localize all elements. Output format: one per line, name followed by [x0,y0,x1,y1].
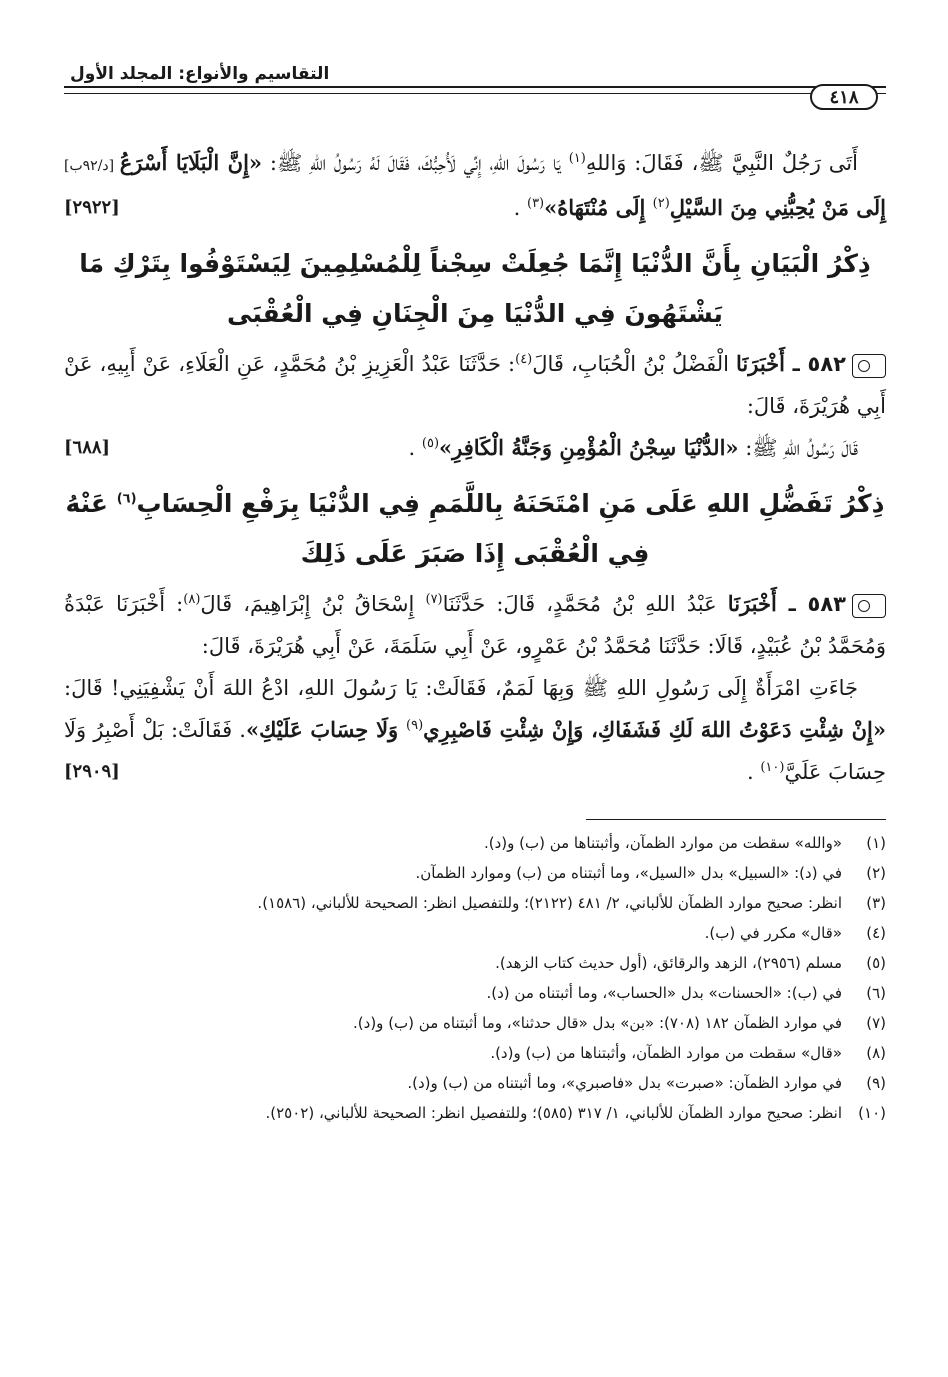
h583-isnad-2: إِسْحَاقُ بْنُ إِبْرَاهِيمَ، قَالَ [200,592,426,616]
footnote-number: (١) [866,834,886,852]
footnote-number: (١٠) [858,1104,886,1122]
page-number: ٤١٨ [810,84,878,110]
footnote-text: «والله» سقطت من موارد الظمآن، وأثبتناها من (ب) و(د). [483,834,842,852]
footnote-ref-9[interactable]: (٩) [406,718,424,733]
footnote-number: (٢) [866,864,886,882]
h583-akhbarana: أَخْبَرَنَا [727,591,789,616]
footnote-text: انظر: صحيح موارد الظمآن للألباني، ٢/ ٤٨١ (٢١٢٢)؛ وللتفصيل انظر: الصحيحة للألباني، (١٥٨٦). [257,894,842,912]
hadith-number-582: ٥٨٢ ـ [792,352,846,376]
paragraph-1 [64,142,886,229]
h583-matn-3: وَلَا حِسَابَ عَلَيْكِ» [245,717,406,742]
footnote-text: في (د): «السبيل» بدل «السيل»، وما أثبتناه من (ب) وموارد الظمآن. [415,864,842,882]
footnotes [64,828,886,1128]
footnote-number: (٥) [866,954,886,972]
footnote [64,1038,886,1068]
footnote-number: (٦) [866,984,886,1002]
footnote-text: «قال» سقطت من موارد الظمآن، وأثبتناها من (ب) و(د). [490,1044,842,1062]
heading-2-text-1: ذِكْرُ تَفَضُّلِ اللهِ عَلَى مَنِ امْتَحَنَهُ بِاللَّمَمِ فِي الدُّنْيَا بِرَفْعِ الْحِسَابِ [136,489,885,518]
p1-text-2: يَا رَسُولَ اللهِ، إِنِّي لَأُحِبُّكَ، فَقَالَ لَهُ [369,151,569,175]
footnote-text: في (ب): «الحسنات» بدل «الحساب»، وما أثبتناه من (د). [486,984,842,1002]
manuscript-marker: [د/٩٢ب] [64,158,120,174]
footnote-ref-6[interactable]: (٦) [116,491,137,507]
hadith-marker-icon [852,354,886,378]
chapter-heading-2 [64,479,886,579]
hadith-reference-688: [٦٨٨] [64,437,111,458]
p1-hadith-text-1: «إِنَّ الْبَلَايَا أَسْرَعُ [119,150,263,175]
footnote-ref-3[interactable]: (٣) [526,196,545,211]
footnote-number: (٧) [866,1014,886,1032]
footnote [64,1098,886,1128]
footnote-ref-1[interactable]: (١) [568,151,586,166]
footnote [64,888,886,918]
footnote-text: في موارد الظمآن ١٨٢ (٧٠٨): «بن» بدل «قال حدثنا»، وما أثبتناه من (ب) و(د). [353,1014,842,1032]
footnote-ref-10[interactable]: (١٠) [760,760,785,775]
h582-isnad-1: الْفَضْلُ بْنُ الْحُبَابِ، قَالَ [532,352,736,376]
hadith-582-matn [64,427,886,469]
footnote-separator [586,819,886,820]
footnote-ref-5[interactable]: (٥) [421,436,440,451]
footnote [64,858,886,888]
h583-matn-2: «إِنْ شِئْتِ دَعَوْتُ اللهَ لَكِ فَشَفَاكِ، وَإِنْ شِئْتِ فَاصْبِرِي [423,717,886,742]
footnote [64,978,886,1008]
hadith-583 [64,583,886,667]
page [64,60,886,1340]
h582-end: . [408,436,422,460]
h582-akhbarana: أَخْبَرَنَا [736,351,793,376]
h582-isnad-2: : حَدَّثَنَا عَبْدُ الْعَزِيزِ بْنُ مُحَمَّدٍ، عَنِ الْعَلَاءِ، عَنْ أَبِيهِ، عَنْ أَبِي هُرَيْرَةَ، قَالَ: [64,352,886,418]
running-title: التقاسيم والأنواع: المجلد الأول [64,64,335,84]
footnote-text: في موارد الظمآن: «صبرت» بدل «فاصبري»، وما أثبتناه من (ب) و(د). [407,1074,842,1092]
h583-isnad-3: : أَخْبَرَنَا عَبْدَةُ وَمُحَمَّدُ بْنُ عُبَيْدٍ، قَالَا: حَدَّثَنَا مُحَمَّدُ بْنُ عَمْرٍو، عَنْ أَبِي سَلَمَةَ، عَنْ أَبِي هُرَيْرَةَ، قَالَ: [64,592,886,658]
footnote [64,1068,886,1098]
p1-text-1: أَتَى رَجُلٌ النَّبِيَّ ﷺ، فَقَالَ: وَاللهِ [585,151,858,175]
h582-matn-intro: قَالَ رَسُولُ اللهِ ﷺ: [738,436,858,460]
p1-hadith-text-3: إِلَى مُنْتَهَاهُ» [544,195,653,220]
h583-matn-4: . فَقَالَتْ: بَلْ أَصْبِرُ وَلَا حِسَابَ عَلَيَّ [64,718,886,784]
footnote-number: (٨) [866,1044,886,1062]
hadith-582 [64,343,886,427]
hadith-reference-2922: [٢٩٢٢] [64,197,120,218]
footnote [64,1008,886,1038]
p1-hadith-text-2: إِلَى مَنْ يُحِبُّنِي مِنَ السَّيْلِ [669,195,886,220]
footnote-ref-2[interactable]: (٢) [652,196,670,211]
hadith-number-583: ٥٨٣ ـ [788,592,846,616]
footnote-text: انظر: صحيح موارد الظمآن للألباني، ١/ ٣١٧ (٥٨٥)؛ وللتفصيل انظر: الصحيحة للألباني، (٢٥٠٢). [265,1104,842,1122]
p1-end: . [513,196,527,220]
header-rule-top [64,86,886,88]
chapter-heading-1: ذِكْرُ الْبَيَانِ بِأَنَّ الدُّنْيَا إِنَّمَا جُعِلَتْ سِجْناً لِلْمُسْلِمِينَ لِيَسْتَوْفُوا بِتَرْكِ مَا يَشْتَهُونَ فِي الدُّنْيَا مِنَ الْجِنَانِ فِي الْعُقْبَى [79,249,871,328]
footnote-number: (٤) [866,924,886,942]
p1-text-3: رَسُولُ اللهِ ﷺ: [262,151,362,175]
hadith-marker-icon [852,594,886,618]
h582-matn: «الدُّنْيَا سِجْنُ الْمُؤْمِنِ وَجَنَّةُ الْكَافِرِ» [439,435,739,460]
footnote-text: مسلم (٢٩٥٦)، الزهد والرقائق، (أول حديث كتاب الزهد). [495,954,842,972]
footnote [64,948,886,978]
h583-end: . [746,760,761,784]
footnote [64,828,886,858]
footnote-number: (٩) [866,1074,886,1092]
footnote-ref-7[interactable]: (٧) [425,592,443,607]
footnote [64,918,886,948]
hadith-583-matn [64,667,886,793]
heading-2-text-2: عَنْهُ فِي الْعُقْبَى إِذَا صَبَرَ عَلَى ذَلِكَ [65,489,650,568]
footnote-number: (٣) [866,894,886,912]
page-header [64,60,886,110]
footnote-text: «قال» مكرر في (ب). [704,924,842,942]
footnote-ref-8[interactable]: (٨) [183,592,201,607]
header-rule-bottom [64,93,886,94]
h583-isnad-1: عَبْدُ اللهِ بْنُ مُحَمَّدٍ، قَالَ: حَدَّثَنَا [442,592,728,616]
footnote-ref-4[interactable]: (٤) [515,352,533,367]
main-text [64,142,886,1128]
hadith-reference-2909: [٢٩٠٩] [64,761,120,782]
h583-matn-1: جَاءَتِ امْرَأَةٌ إِلَى رَسُولِ اللهِ ﷺ وَبِهَا لَمَمٌ، فَقَالَتْ: يَا رَسُولَ اللهِ، ادْعُ اللهَ أَنْ يَشْفِيَنِي! قَالَ: [64,676,858,700]
